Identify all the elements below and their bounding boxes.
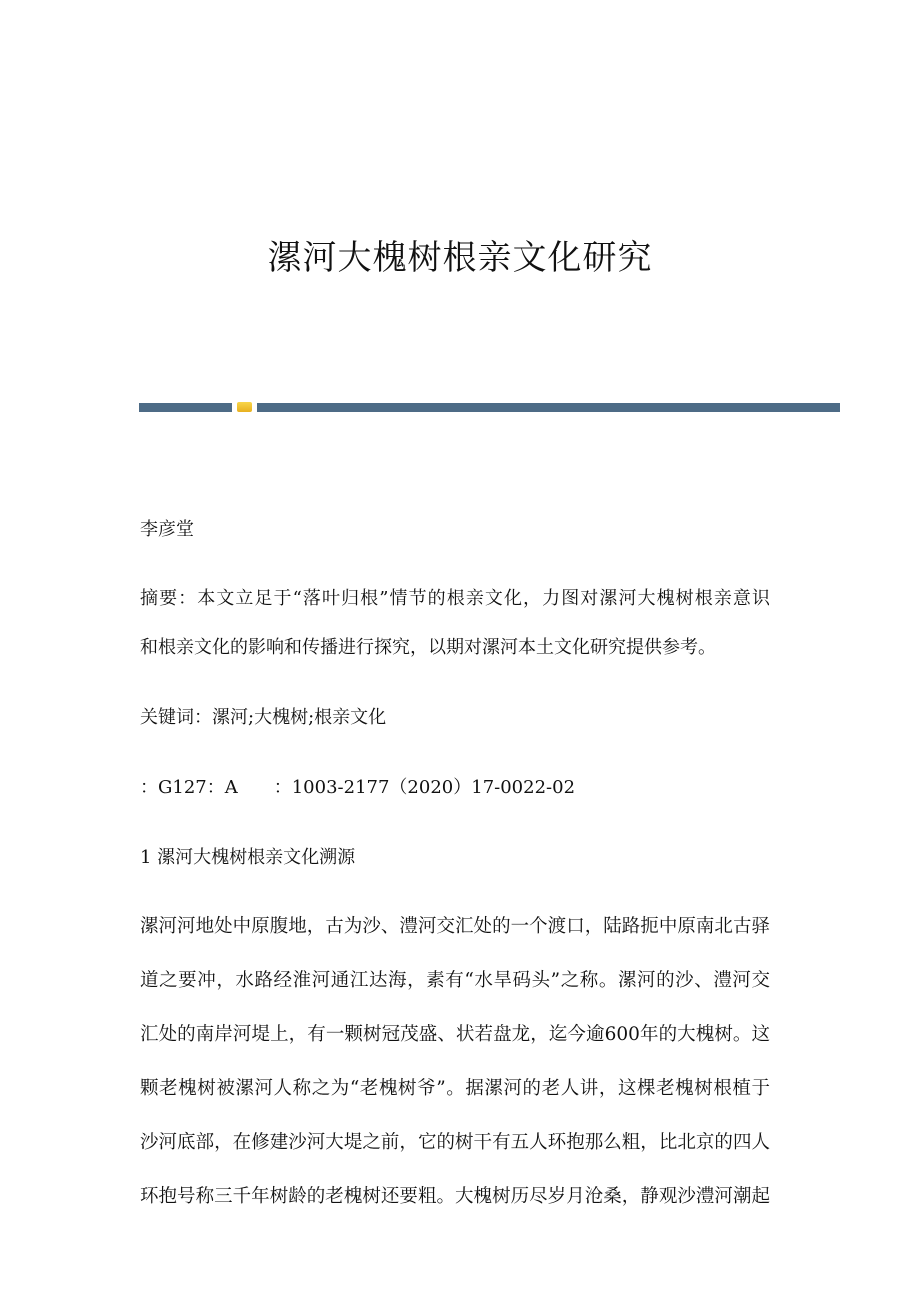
divider-bar-right [257, 403, 840, 412]
body-line: 环抱号称三千年树龄的老槐树还要粗。大槐树历尽岁月沧桑，静观沙澧河潮起 [140, 1186, 770, 1207]
body-line: 汇处的南岸河堤上，有一颗树冠茂盛、状若盘龙，迄今逾600年的大槐树。这 [140, 1024, 770, 1045]
keywords: 关键词：漯河;大槐树;根亲文化 [140, 707, 387, 728]
body-line: 沙河底部，在修建沙河大堤之前，它的树干有五人环抱那么粗，比北京的四人 [140, 1132, 770, 1153]
divider-bar-left [139, 403, 232, 412]
section-heading: 1 漯河大槐树根亲文化溯源 [140, 847, 356, 868]
document-title: 漯河大槐树根亲文化研究 [267, 238, 653, 278]
author: 李彦堂 [140, 519, 194, 540]
classification-info: ：G127：A ：1003-2177（2020）17-0022-02 [140, 777, 576, 798]
abstract-line: 摘要：本文立足于“落叶归根”情节的根亲文化，力图对漯河大槐树根亲意识 [140, 588, 770, 609]
body-line: 漯河河地处中原腹地，古为沙、澧河交汇处的一个渡口，陆路扼中原南北古驿 [140, 916, 770, 937]
body-line: 颗老槐树被漯河人称之为“老槐树爷”。据漯河的老人讲，这棵老槐树根植于 [140, 1078, 770, 1099]
body-line: 道之要冲，水路经淮河通江达海，素有“水旱码头”之称。漯河的沙、澧河交 [140, 970, 770, 991]
divider-ornament-icon [237, 402, 252, 412]
abstract-line: 和根亲文化的影响和传播进行探究，以期对漯河本土文化研究提供参考。 [140, 637, 716, 658]
